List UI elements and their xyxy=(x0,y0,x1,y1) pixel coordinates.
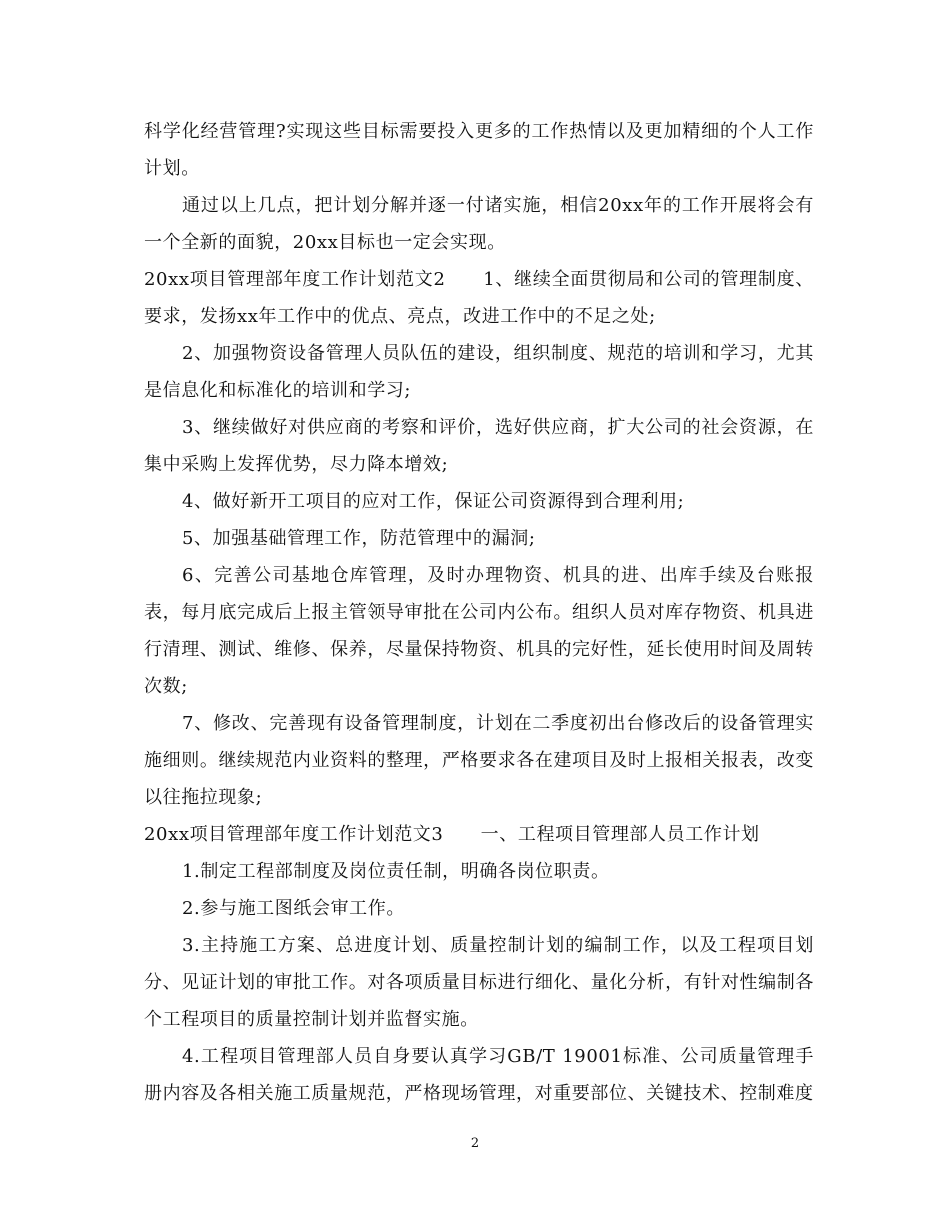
paragraph-item-3: 3、继续做好对供应商的考察和评价，选好供应商，扩大公司的社会资源，在集中采购上发挥优势，尽力降本增效; xyxy=(144,417,814,475)
paragraph-item-5: 5、加强基础管理工作，防范管理中的漏洞; xyxy=(182,528,536,549)
paragraph-sample-2-heading: 20xx项目管理部年度工作计划范文2 1、继续全面贯彻局和公司的管理制度、要求，发扬xx年工作中的优点、亮点，改进工作中的不足之处; xyxy=(144,269,814,327)
paragraph-item-7: 7、修改、完善现有设备管理制度，计划在二季度初出台修改后的设备管理实施细则。继续规范内业资料的整理，严格要求各在建项目及时上报相关报表，改变以往拖拉现象; xyxy=(144,713,814,808)
paragraph-sample-3-heading: 20xx项目管理部年度工作计划范文3 一、工程项目管理部人员工作计划 xyxy=(144,824,760,845)
paragraph-continuation: 科学化经营管理?实现这些目标需要投入更多的工作热情以及更加精细的个人工作计划。 xyxy=(144,121,814,179)
paragraph-plan-3: 3.主持施工方案、总进度计划、质量控制计划的编制工作，以及工程项目划分、见证计划的审批工作。对各项质量目标进行细化、量化分析，有针对性编制各个工程项目的质量控制计划并监督实施。 xyxy=(144,935,814,1030)
page-number: 2 xyxy=(470,1136,480,1151)
paragraph-plan-1: 1.制定工程部制度及岗位责任制，明确各岗位职责。 xyxy=(182,861,610,882)
paragraph-item-6: 6、完善公司基地仓库管理，及时办理物资、机具的进、出库手续及台账报表，每月底完成后上报主管领导审批在公司内公布。组织人员对库存物资、机具进行清理、测试、维修、保养，尽量保持物资、机具的完好性，延长使用时间及周转次数; xyxy=(144,565,814,697)
paragraph-item-2: 2、加强物资设备管理人员队伍的建设，组织制度、规范的培训和学习，尤其是信息化和标准化的培训和学习; xyxy=(144,343,814,401)
document-body xyxy=(144,113,814,1112)
paragraph-item-4: 4、做好新开工项目的应对工作，保证公司资源得到合理利用; xyxy=(182,491,685,512)
paragraph-summary: 通过以上几点，把计划分解并逐一付诸实施，相信20xx年的工作开展将会有一个全新的面貌，20xx目标也一定会实现。 xyxy=(144,195,814,253)
paragraph-plan-2: 2.参与施工图纸会审工作。 xyxy=(182,898,405,919)
paragraph-plan-4: 4.工程项目管理部人员自身要认真学习GB/T 19001标准、公司质量管理手册内容及各相关施工质量规范，严格现场管理，对重要部位、关键技术、控制难度 xyxy=(144,1046,814,1104)
